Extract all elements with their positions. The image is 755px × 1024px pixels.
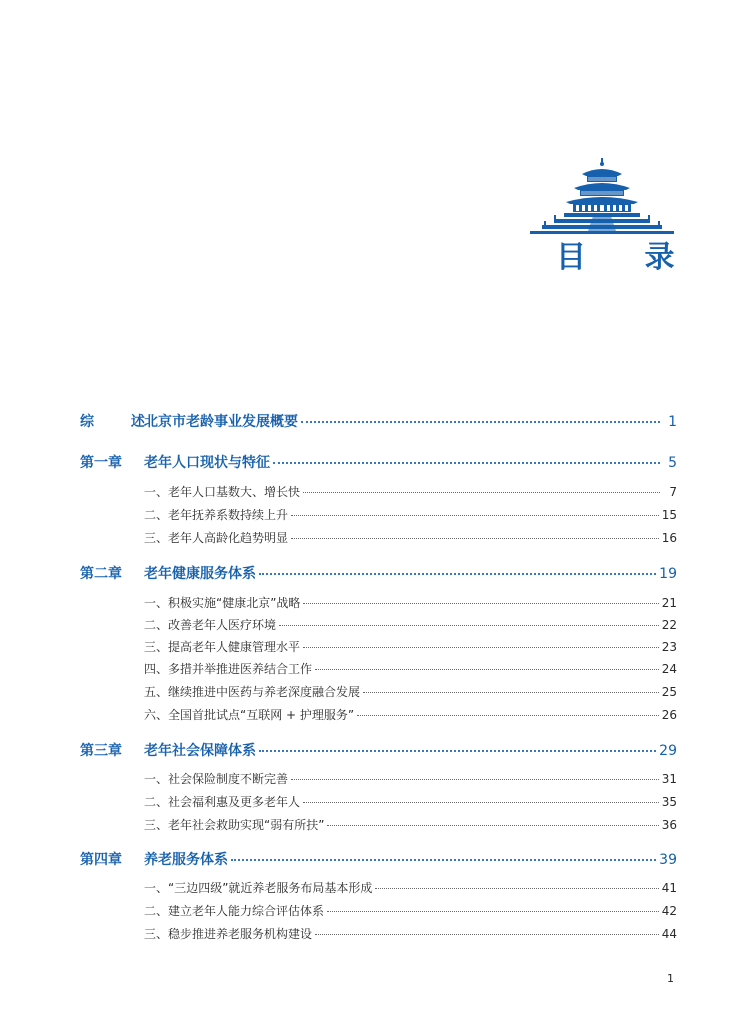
toc-page-number: 21 [661,596,677,610]
dot-leader [303,603,658,604]
toc-section-title: 六、全国首批试点“互联网 + 护理服务” [144,708,355,722]
toc-page-number: 42 [661,904,677,918]
dot-leader [301,421,660,423]
dot-leader [327,825,658,826]
dot-leader [303,802,659,803]
toc-chapter-entry[interactable] [80,849,677,869]
toc-chapter-title: 老年健康服务体系 [144,566,256,582]
toc-section-title: 二、改善老年人医疗环境 [144,618,277,632]
dot-leader [291,515,659,516]
toc-page-number: 36 [661,818,677,832]
toc-chapter-entry[interactable] [80,740,677,760]
toc-section-title: 一、社会保险制度不断完善 [144,772,289,786]
toc-chapter-label: 第二章 [80,566,122,582]
dot-leader [363,692,659,693]
toc-section-title: 五、继续推进中医药与养老深度融合发展 [144,685,361,699]
toc-section-entry[interactable] [144,660,677,677]
dot-leader [231,859,656,861]
toc-section-title: 二、社会福利惠及更多老年人 [144,795,301,809]
toc-section-entry[interactable] [144,879,677,896]
toc-section-title: 二、建立老年人能力综合评估体系 [144,904,325,918]
toc-section-entry[interactable] [144,925,677,942]
toc-chapter-entry[interactable] [80,563,677,583]
dot-leader [303,492,660,493]
toc-section-entry[interactable] [144,770,677,787]
toc-section-entry[interactable] [144,638,677,655]
dot-leader [357,715,659,716]
toc-page-number: 15 [661,508,677,522]
dot-leader [375,888,658,889]
toc-chapter-title: 老年社会保障体系 [144,743,256,759]
toc-section-title: 三、稳步推进养老服务机构建设 [144,927,313,941]
toc-chapter-title: 老年人口现状与特征 [144,455,270,471]
toc-page-number: 41 [661,881,677,895]
toc-section-title: 一、“三边四级”就近养老服务布局基本形成 [144,881,373,895]
toc-page-number: 31 [661,772,677,786]
toc-page-number: 26 [661,708,677,722]
toc-page-number: 22 [661,618,677,632]
toc-section-entry[interactable] [144,483,677,500]
toc-section-title: 一、积极实施“健康北京”战略 [144,596,301,610]
toc-section-title: 四、多措并举推进医养结合工作 [144,662,313,676]
page-number: 1 [667,972,674,985]
toc-section-entry[interactable] [144,816,677,833]
dot-leader [315,669,659,670]
toc-page-number: 7 [669,485,677,499]
toc-section-entry[interactable] [144,902,677,919]
toc-chapter-label: 第三章 [80,743,122,759]
toc-page-number: 16 [661,531,677,545]
dot-leader [259,573,656,575]
toc-section-entry[interactable] [144,616,677,633]
toc-chapter-entry[interactable] [80,452,677,472]
toc-section-entry[interactable] [144,793,677,810]
dot-leader [291,538,659,539]
dot-leader [259,750,656,752]
toc-section-entry[interactable] [144,706,677,723]
toc-page-number: 1 [668,414,677,430]
toc-page-number: 23 [661,640,677,654]
dot-leader [315,934,659,935]
toc-section-title: 一、老年人口基数大、增长快 [144,485,301,499]
toc-section-title: 三、老年社会救助实现“弱有所扶” [144,818,325,832]
dot-leader [273,462,660,464]
dot-leader [303,647,659,648]
toc-page-number: 39 [659,852,677,868]
toc-section-entry[interactable] [144,594,677,611]
toc-page-number: 19 [659,566,677,582]
toc-page-number: 35 [661,795,677,809]
page-title: 目 录 [556,240,699,275]
toc-page-number: 24 [661,662,677,676]
toc-chapter-entry[interactable] [80,411,677,431]
toc-page-number: 5 [668,455,677,471]
toc-section-entry[interactable] [144,529,677,546]
toc-section-title: 二、老年抚养系数持续上升 [144,508,289,522]
toc-chapter-title: 养老服务体系 [144,852,228,868]
toc-chapter-label: 综 述 [80,414,161,430]
toc-section-title: 三、老年人高龄化趋势明显 [144,531,289,545]
toc-page-number: 25 [661,685,677,699]
dot-leader [279,625,659,626]
toc-chapter-label: 第四章 [80,852,122,868]
toc-section-entry[interactable] [144,506,677,523]
dot-leader [291,779,659,780]
toc-section-entry[interactable] [144,683,677,700]
toc-chapter-label: 第一章 [80,455,122,471]
toc-chapter-title: 北京市老龄事业发展概要 [144,414,298,430]
toc-page-number: 44 [661,927,677,941]
toc-page-number: 29 [659,743,677,759]
dot-leader [327,911,659,912]
toc-section-title: 三、提高老年人健康管理水平 [144,640,301,654]
